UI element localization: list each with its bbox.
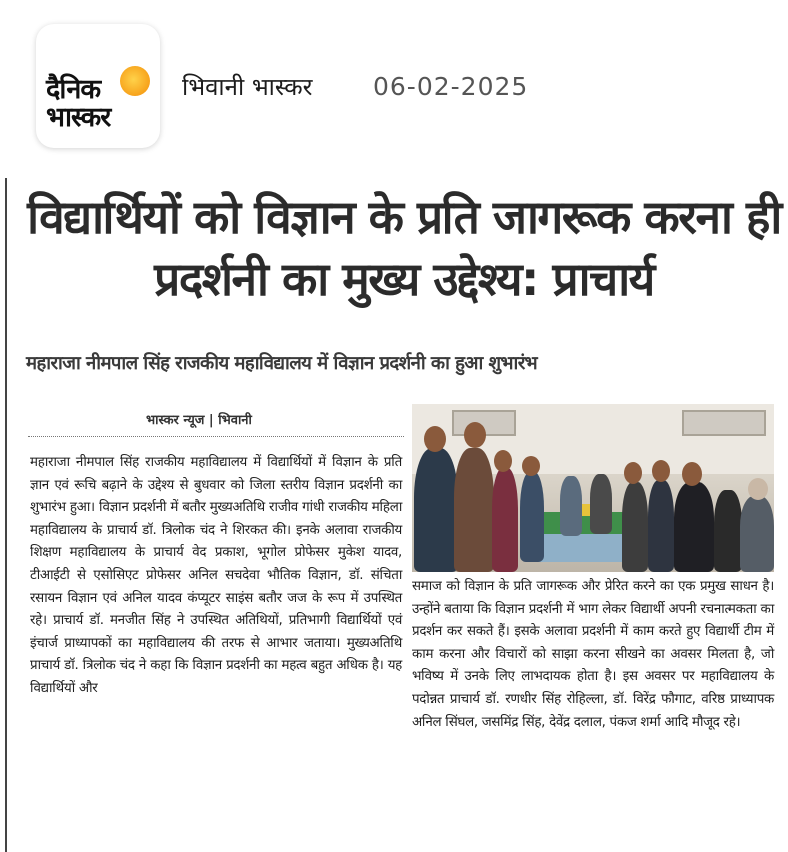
person-figure: [740, 496, 774, 572]
clipping-edge: [5, 178, 7, 852]
article-byline: भास्कर न्यूज | भिवानी: [146, 413, 252, 428]
article-headline: विद्यार्थियों को विज्ञान के प्रति जागरूक करना ही प्रदर्शनी का मुख्य उद्देश्य: प्राचार्य: [27, 190, 781, 306]
person-figure: [648, 480, 674, 572]
person-head: [522, 456, 540, 476]
article-column-left: [30, 452, 402, 701]
article-column-right: [412, 576, 774, 734]
article-body-left: महाराजा नीमपाल सिंह राजकीय महाविद्यालय में विद्यार्थियों में विज्ञान के प्रति ज्ञान एवं रूचि बढ़ाने के उद्देश्य से बुधवार को जिला स्तरीय विज्ञान प्रदर्शनी का शुभारंभ हुआ। विज्ञान प्रदर्शनी में बतौर मुख्यअतिथि राजीव गांधी राजकीय महिला महाविद्यालय के प्राचार्य डॉ. त्रिलोक चंद ने शिरकत की। इनके अलावा राजकीय शिक्षण महाविद्यालय के प्राचार्य वेद प्रकाश, भूगोल प्रोफेसर मुकेश यादव, टीआईटी से एसोसिएट प्रोफेसर अनिल सचदेवा भौतिक विज्ञान, डॉ. संचिता रसायन विज्ञान एवं अनिल यादव कंप्यूटर साइंस बतौर जज के रूप में उपस्थित रहे। प्राचार्य डॉ. मनजीत सिंह ने उपस्थित अतिथियों, प्रतिभागी विद्यार्थियों एवं इंचार्ज प्राध्यापकों का महाविद्यालय की तरफ से आभार जताया। मुख्यअतिथि प्राचार्य डॉ. त्रिलोक चंद ने कहा कि विज्ञान प्रदर्शनी का महत्व बहुत अधिक है। यह विद्यार्थियों और: [30, 455, 402, 696]
person-head: [748, 478, 768, 500]
person-head: [464, 422, 486, 448]
news-photo: [412, 404, 774, 572]
person-figure: [520, 472, 544, 562]
person-figure: [414, 448, 458, 572]
photo-window: [682, 410, 766, 436]
person-head: [652, 460, 670, 482]
person-figure: [622, 482, 648, 572]
byline-divider: [28, 436, 404, 437]
person-figure: [492, 468, 518, 572]
person-head: [424, 426, 446, 452]
article-subheadline: महाराजा नीमपाल सिंह राजकीय महाविद्यालय में विज्ञान प्रदर्शनी का हुआ शुभारंभ: [26, 353, 538, 374]
person-figure: [674, 482, 714, 572]
publication-date: 06-02-2025: [373, 72, 529, 101]
person-figure: [590, 474, 612, 534]
person-figure: [560, 476, 582, 536]
article-body-right: समाज को विज्ञान के प्रति जागरूक और प्रेरित करने का एक प्रमुख साधन है। उन्होंने बताया कि विज्ञान प्रदर्शनी में भाग लेकर विद्यार्थी अपनी रचनात्मकता का प्रदर्शन कर सकते हैं। इसके अलावा प्रदर्शनी में काम करते हुए विद्यार्थी टीम में काम करना और विचारों को साझा करना सीखने का अवसर मिलता है, जो भविष्य में उनके लिए लाभदायक होता है। इस अवसर पर महाविद्यालय के पदोन्नत प्राचार्य डॉ. रणधीर सिंह रोहिल्ला, डॉ. विरेंद्र फौगाट, वरिष्ठ प्राध्यापक अनिल सिंघल, जसमिंद्र सिंह, देवेंद्र दलाल, पंकज शर्मा आदि मौजूद रहे।: [412, 579, 774, 730]
person-figure: [454, 448, 494, 572]
person-figure: [714, 490, 742, 572]
person-head: [682, 462, 702, 486]
person-head: [494, 450, 512, 472]
person-head: [624, 462, 642, 484]
edition-name: भिवानी भास्कर: [182, 73, 313, 101]
logo-wordmark: दैनिक भास्कर: [46, 74, 111, 133]
